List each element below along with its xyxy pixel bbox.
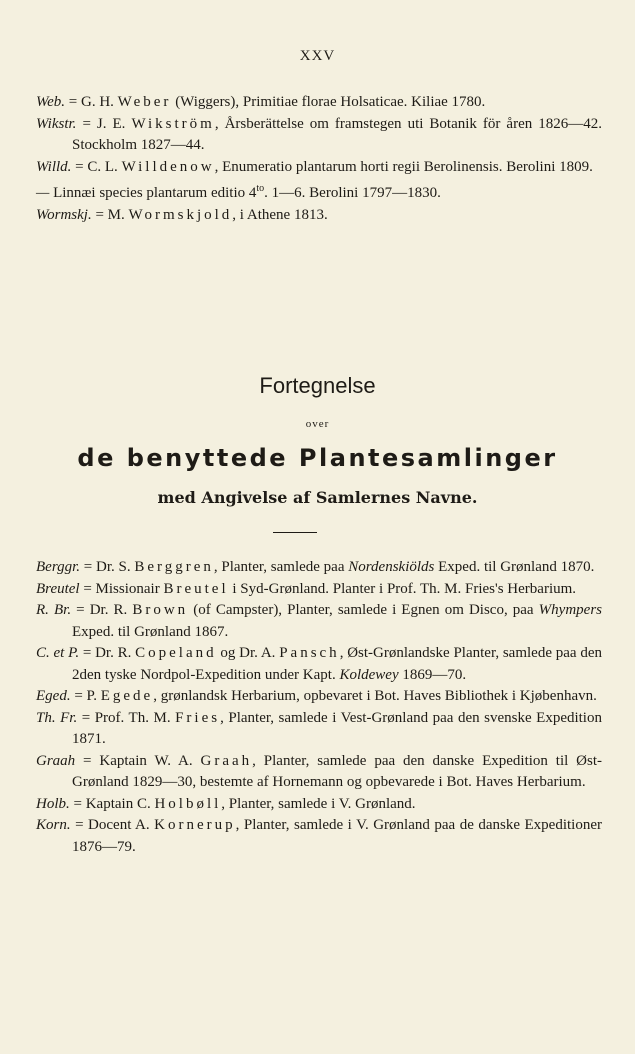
bibliography-entry xyxy=(36,114,602,157)
entry-abbreviation: Wikstr. xyxy=(36,115,77,132)
entry-text: Linnæi species plantarum editio 4 xyxy=(49,185,257,201)
entry-text: 1869—70. xyxy=(398,666,467,683)
bibliography-entry xyxy=(36,205,602,227)
entry-text: i Syd-Grønland. Planter i Prof. Th. M. Fries's Herbarium. xyxy=(228,580,577,597)
entry-text: , Planter, samlede i V. Grønland. xyxy=(221,795,416,812)
entry-text: = Missionair xyxy=(79,580,164,597)
italic-name: Nordenskiölds xyxy=(348,559,435,575)
author-name: Egede xyxy=(100,688,154,704)
entry-abbreviation: — xyxy=(36,185,50,201)
entry-abbreviation: Eged. xyxy=(36,688,71,704)
author-name: Breutel xyxy=(163,580,229,597)
entry-text: = Dr. R. xyxy=(79,645,136,661)
author-name: Brown xyxy=(132,602,189,618)
entry-text: (Wiggers), Primitiae florae Holsaticae. Kiliae 1780. xyxy=(171,94,486,110)
entry-abbreviation: Wormskj. xyxy=(36,206,92,223)
page-number: XXV xyxy=(299,48,336,64)
collections-entry xyxy=(36,643,602,686)
bibliography-list xyxy=(36,92,602,226)
author-name: Berggren xyxy=(134,559,214,575)
entry-text: , grønlandsk Herbarium, opbevaret i Bot. Haves Bibliothek i Kjøbenhavn. xyxy=(153,688,597,704)
section-connector: over xyxy=(305,418,330,430)
author-name: Copeland xyxy=(135,645,217,661)
italic-name: Koldewey xyxy=(339,666,399,683)
section-subheading: med Angivelse af Samlernes Navne. xyxy=(157,488,478,507)
entry-text: = Kaptain C. xyxy=(69,795,155,812)
entry-text: = C. L. xyxy=(71,158,122,175)
entry-text: , Planter, samlede i V. Grønland paa de danske Expeditioner 1876—79. xyxy=(72,817,602,855)
entry-text: = Prof. Th. M. xyxy=(77,709,176,726)
entry-abbreviation: Korn. xyxy=(36,817,71,833)
entry-text: = M. xyxy=(91,206,129,223)
entry-abbreviation: C. et P. xyxy=(36,645,80,661)
author-name: Pansch xyxy=(279,645,340,661)
author-name: Graah xyxy=(200,752,253,769)
entry-text: = Kaptain W. A. xyxy=(75,752,201,769)
entry-abbreviation: Willd. xyxy=(36,158,72,175)
entry-abbreviation: R. Br. xyxy=(36,602,72,618)
author-name: Wormskjold xyxy=(128,206,233,223)
entry-abbreviation: Holb. xyxy=(36,795,70,812)
author-name: Holbøll xyxy=(154,795,222,812)
entry-text: (of Campster), Planter, samlede i Egnen om Disco, paa xyxy=(188,602,539,618)
entry-text: Exped. til Grønland 1867. xyxy=(72,623,229,640)
collections-entry xyxy=(36,600,602,643)
entry-text: , Årsberättelse om framstegen uti Botanik för åren 1826—42. Stockholm 1827—44. xyxy=(72,115,602,153)
entry-text: , i Athene 1813. xyxy=(232,206,328,223)
entry-abbreviation: Graah xyxy=(36,752,76,769)
entry-text: = J. E. xyxy=(76,115,132,132)
entry-abbreviation: Web. xyxy=(36,94,66,110)
collections-entry xyxy=(36,579,602,601)
entry-text: = Docent A. xyxy=(70,817,155,833)
entry-text: . 1—6. Berolini 1797—1830. xyxy=(264,185,441,201)
collections-entry xyxy=(36,794,602,816)
entry-abbreviation: Berggr. xyxy=(36,559,81,575)
entry-text: = P. xyxy=(70,688,101,704)
collections-list xyxy=(36,557,602,858)
entry-text: og Dr. A. xyxy=(216,645,280,661)
entry-text: , Øst-Grønlandske Planter, samlede paa den 2den tyske Nordpol-Expedition under Kapt. xyxy=(72,645,602,683)
author-name: Wikström xyxy=(131,115,215,132)
divider-rule xyxy=(273,532,317,533)
entry-text: , Planter, samlede paa xyxy=(213,559,349,575)
section-title: Fortegnelse xyxy=(259,373,376,398)
entry-abbreviation: Breutel xyxy=(36,580,80,597)
collections-entry xyxy=(36,708,602,751)
section-main-heading: de benyttede Plantesamlinger xyxy=(77,444,558,472)
collections-entry xyxy=(36,557,602,579)
entry-text: Exped. til Grønland 1870. xyxy=(434,559,595,575)
entry-text: , Planter, samlede paa den danske Expedition til Øst-Grønland 1829—30, bestemte af Hornemann og opbevarede i Bot. Haves Herbarium. xyxy=(72,752,602,790)
italic-name: Whympers xyxy=(538,602,602,618)
entry-text: , Enumeratio plantarum horti regii Berolinensis. Berolini 1809. xyxy=(214,158,593,175)
entry-text: = Dr. S. xyxy=(80,559,135,575)
entry-text: , Planter, samlede i Vest-Grønland paa den svenske Expedition 1871. xyxy=(72,709,602,747)
entry-text: = Dr. R. xyxy=(71,602,133,618)
collections-entry xyxy=(36,815,602,858)
author-name: Kornerup xyxy=(154,817,236,833)
author-name: Willdenow xyxy=(121,158,215,175)
superscript: to xyxy=(256,183,265,194)
collections-entry xyxy=(36,686,602,708)
entry-abbreviation: Th. Fr. xyxy=(36,709,78,726)
bibliography-entry xyxy=(36,178,602,205)
collections-entry xyxy=(36,751,602,794)
entry-text: = G. H. xyxy=(65,94,118,110)
author-name: Weber xyxy=(117,94,172,110)
bibliography-entry xyxy=(36,92,602,114)
author-name: Fries xyxy=(175,709,221,726)
bibliography-entry xyxy=(36,157,602,179)
